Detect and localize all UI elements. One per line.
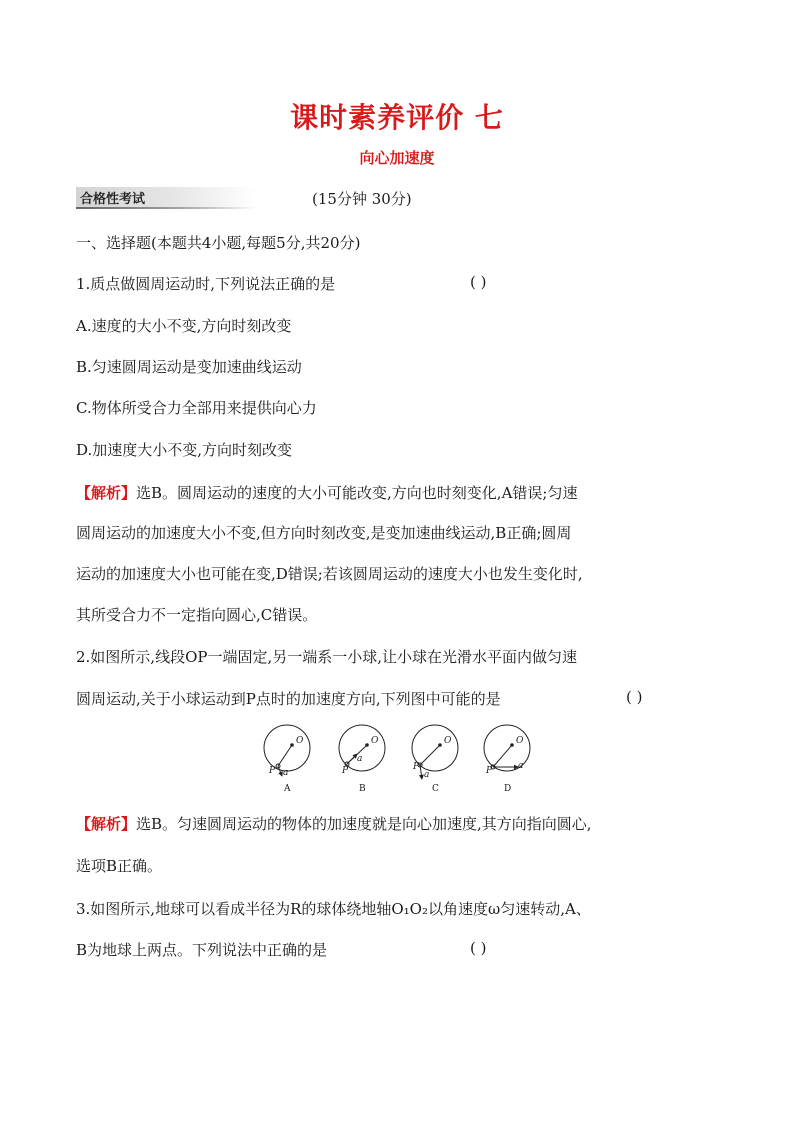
q2-analysis-line-1 bbox=[76, 813, 592, 834]
page-subtitle: 向心加速度 bbox=[359, 149, 435, 167]
q3-stem-line-2: B为地球上两点。下列说法中正确的是 bbox=[76, 941, 328, 959]
figure-d-caption: D bbox=[504, 784, 512, 794]
figure-b bbox=[339, 725, 385, 771]
section-tag-underline bbox=[76, 207, 256, 209]
q2-stem-line-2: 圆周运动,关于小球运动到P点时的加速度方向,下列图中可能的是 bbox=[76, 690, 501, 708]
figure-b-caption: B bbox=[359, 784, 366, 794]
q3-stem-line-1: 3.如图所示,地球可以看成半径为R的球体绕地轴O₁O₂以角速度ω匀速转动,A、 bbox=[76, 900, 591, 918]
q1-option-c: C.物体所受合力全部用来提供向心力 bbox=[76, 399, 317, 417]
figure-a-label-p: P bbox=[269, 766, 276, 776]
section-tag-label: 合格性考试 bbox=[80, 192, 146, 207]
figure-c-label-p: P bbox=[413, 762, 420, 772]
figure-b-accel-arrow bbox=[347, 754, 357, 764]
figure-a-label-o: O bbox=[296, 736, 304, 746]
q2-analysis-text-1: 选B。匀速圆周运动的物体的加速度就是向心加速度,其方向指向圆心, bbox=[136, 815, 592, 833]
figure-b-circle bbox=[339, 725, 385, 771]
section-tag bbox=[76, 187, 256, 209]
figure-d-label-o: O bbox=[516, 736, 524, 746]
q1-option-a: A.速度的大小不变,方向时刻改变 bbox=[76, 317, 292, 335]
q1-analysis-text-1: 选B。圆周运动的速度的大小可能改变,方向也时刻变化,A错误;匀速 bbox=[136, 484, 578, 502]
figure-b-label-a: a bbox=[357, 754, 363, 764]
q2-analysis-label: 【解析】 bbox=[76, 815, 137, 833]
q1-stem: 1.质点做圆周运动时,下列说法正确的是 bbox=[76, 275, 336, 293]
q2-analysis-line-2: 选项B正确。 bbox=[76, 857, 163, 875]
figure-c-label-a: a bbox=[424, 770, 430, 780]
q3-answer-blank: ( ) bbox=[470, 939, 487, 957]
q2-answer-blank: ( ) bbox=[626, 688, 643, 706]
q1-analysis-line-4: 其所受合力不一定指向圆心,C错误。 bbox=[76, 606, 318, 624]
page-title: 课时素养评价 七 bbox=[290, 101, 504, 134]
q1-analysis-label: 【解析】 bbox=[76, 484, 137, 502]
q2-figures bbox=[250, 718, 550, 798]
q1-option-d: D.加速度大小不变,方向时刻改变 bbox=[76, 441, 293, 459]
q2-stem-line-1: 2.如图所示,线段OP一端固定,另一端系一小球,让小球在光滑水平面内做匀速 bbox=[76, 648, 578, 666]
q1-analysis-line-2: 圆周运动的加速度大小不变,但方向时刻改变,是变加速曲线运动,B正确;圆周 bbox=[76, 524, 572, 542]
q1-answer-blank: ( ) bbox=[470, 273, 487, 291]
figure-a-radius bbox=[278, 745, 292, 766]
q1-analysis-line-3: 运动的加速度大小也可能在变,D错误;若该圆周运动的速度大小也发生变化时, bbox=[76, 565, 583, 583]
figure-d-radius bbox=[493, 745, 512, 767]
figure-c-caption: C bbox=[432, 784, 439, 794]
figure-b-label-o: O bbox=[371, 736, 379, 746]
time-allotment: (15分钟 30分) bbox=[312, 190, 412, 208]
q1-analysis-line-1 bbox=[76, 482, 577, 503]
figure-a-label-a: a bbox=[283, 768, 289, 778]
figure-a-caption: A bbox=[284, 784, 291, 794]
figure-a-circle bbox=[264, 725, 310, 771]
part-heading: 一、选择题(本题共4小题,每题5分,共20分) bbox=[76, 234, 361, 252]
figure-d-label-a: a bbox=[518, 761, 524, 771]
figure-b-label-p: P bbox=[342, 766, 349, 776]
q1-option-b: B.匀速圆周运动是变加速曲线运动 bbox=[76, 358, 302, 376]
figure-c-label-o: O bbox=[444, 736, 452, 746]
figure-c-radius bbox=[420, 745, 440, 765]
figure-d-label-p: P bbox=[486, 766, 493, 776]
